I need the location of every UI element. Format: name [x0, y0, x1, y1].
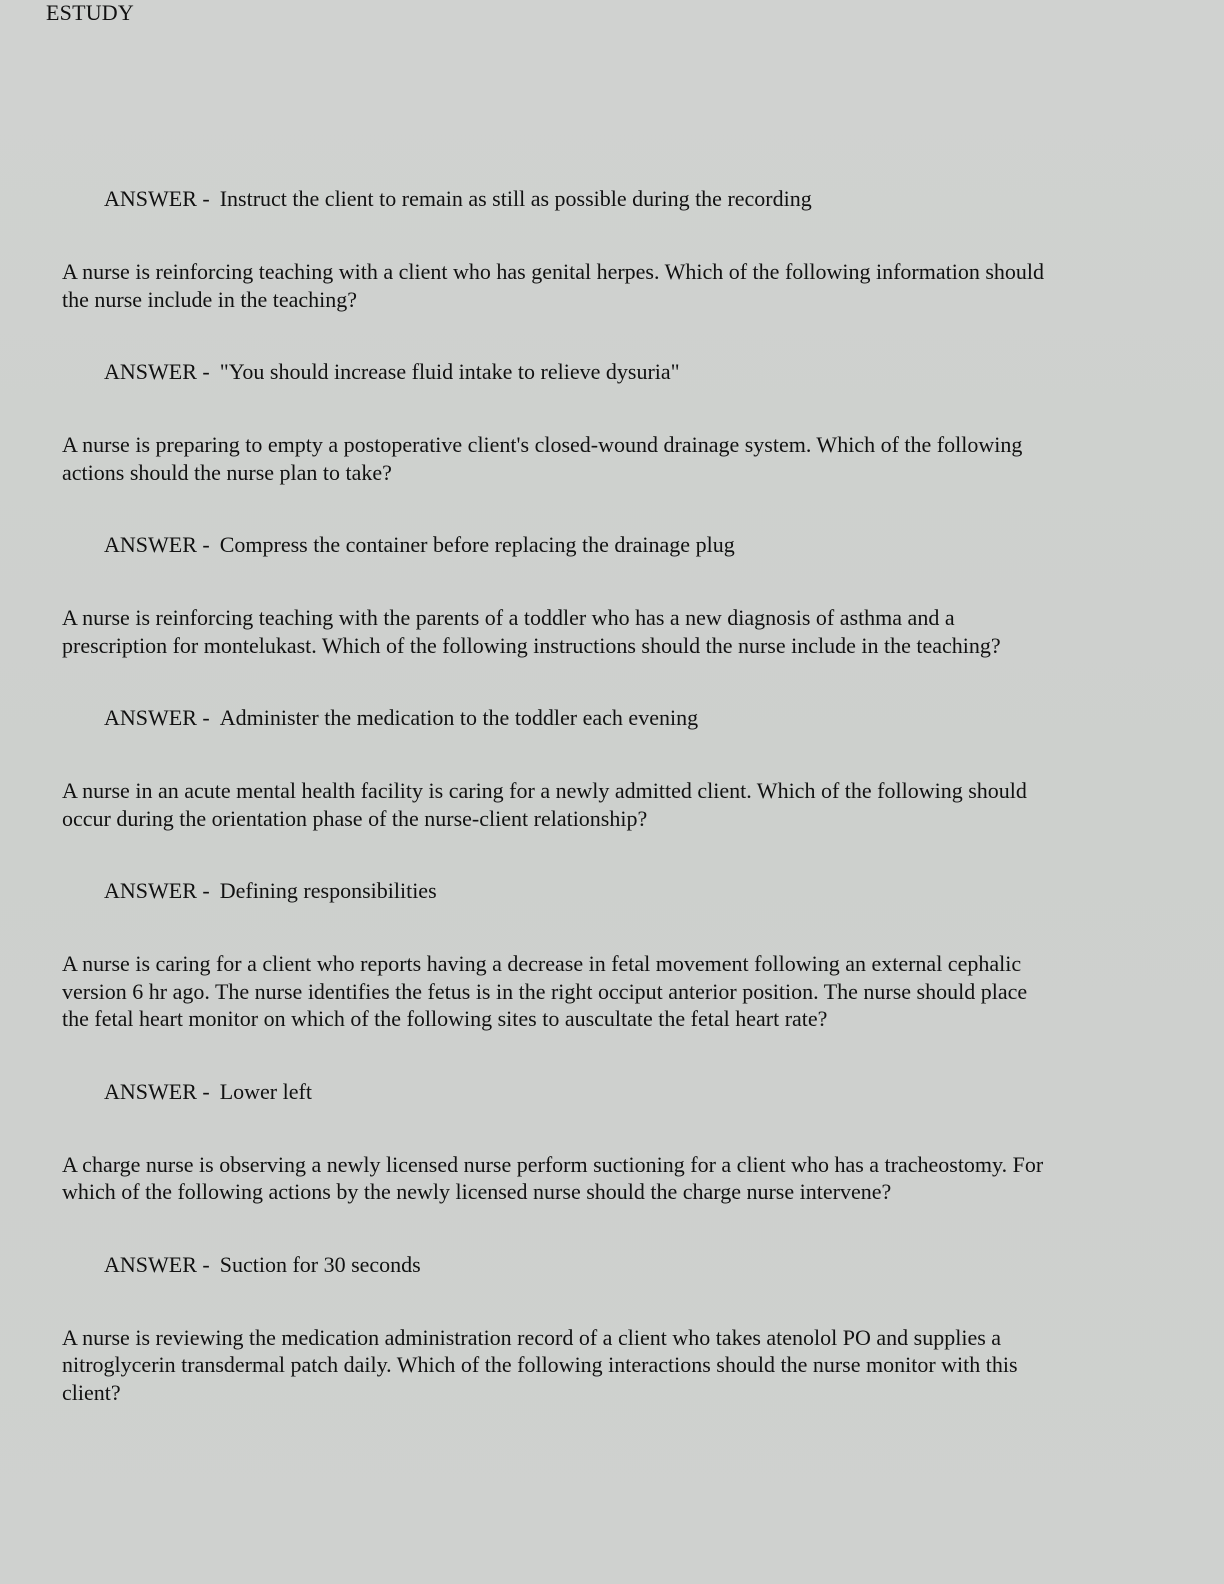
question-text: A nurse is reviewing the medication administration record of a client who takes atenolol PO and supplies a nitroglycerin transdermal patch daily. Which of the following interactions should the nurse monitor with this client? [62, 1324, 1018, 1405]
answer-text: Suction for 30 seconds [219, 1251, 421, 1277]
answer-line [104, 531, 1052, 559]
answer-line [104, 185, 1052, 213]
answer-prefix: ANSWER - [104, 878, 210, 903]
answer-text: Instruct the client to remain as still as possible during the recording [219, 186, 812, 211]
question-text: A nurse in an acute mental health facility is caring for a newly admitted client. Which of the following should occur during the orientation phase of the nurse-client relationship? [62, 778, 1027, 831]
answer-line [104, 1078, 1052, 1106]
answer-line [104, 358, 1052, 386]
answer-prefix: ANSWER - [104, 1078, 210, 1104]
question-text: A nurse is reinforcing teaching with the parents of a toddler who has a new diagnosis of asthma and a prescription for montelukast. Which of the following instructions should the nurse include in the teaching? [62, 605, 1001, 658]
answer-prefix: ANSWER - [104, 532, 210, 557]
header-title: ESTUDY [46, 0, 134, 25]
answer-text: Lower left [219, 1078, 312, 1104]
answer-line [104, 1251, 1052, 1279]
question-text: A charge nurse is observing a newly licensed nurse perform suctioning for a client who has a tracheostomy. For which of the following actions by the newly licensed nurse should the charge nurse intervene? [62, 1151, 1044, 1204]
answer-text: Defining responsibilities [219, 878, 437, 903]
answer-line [104, 704, 1052, 732]
answer-text: Compress the container before replacing the drainage plug [219, 532, 735, 557]
question-text: A nurse is reinforcing teaching with a client who has genital herpes. Which of the following information should the nurse include in the teaching? [62, 259, 1045, 312]
question-text: A nurse is preparing to empty a postoperative client's closed-wound drainage system. Which of the following actions should the nurse plan to take? [62, 432, 1023, 485]
answer-prefix: ANSWER - [104, 359, 210, 384]
answer-line [104, 877, 1052, 905]
answer-prefix: ANSWER - [104, 705, 210, 730]
answer-prefix: ANSWER - [104, 186, 210, 211]
answer-text: "You should increase fluid intake to relieve dysuria" [219, 359, 680, 384]
answer-text: Administer the medication to the toddler each evening [219, 705, 699, 730]
qa-content [62, 185, 1052, 1451]
answer-prefix: ANSWER - [104, 1251, 210, 1277]
question-text: A nurse is caring for a client who reports having a decrease in fetal movement following an external cephalic version 6 hr ago. The nurse identifies the fetus is in the right occiput anterior position. The nurse should place the fetal heart monitor on which of the following sites to auscultate the fetal heart rate? [62, 951, 1028, 1031]
